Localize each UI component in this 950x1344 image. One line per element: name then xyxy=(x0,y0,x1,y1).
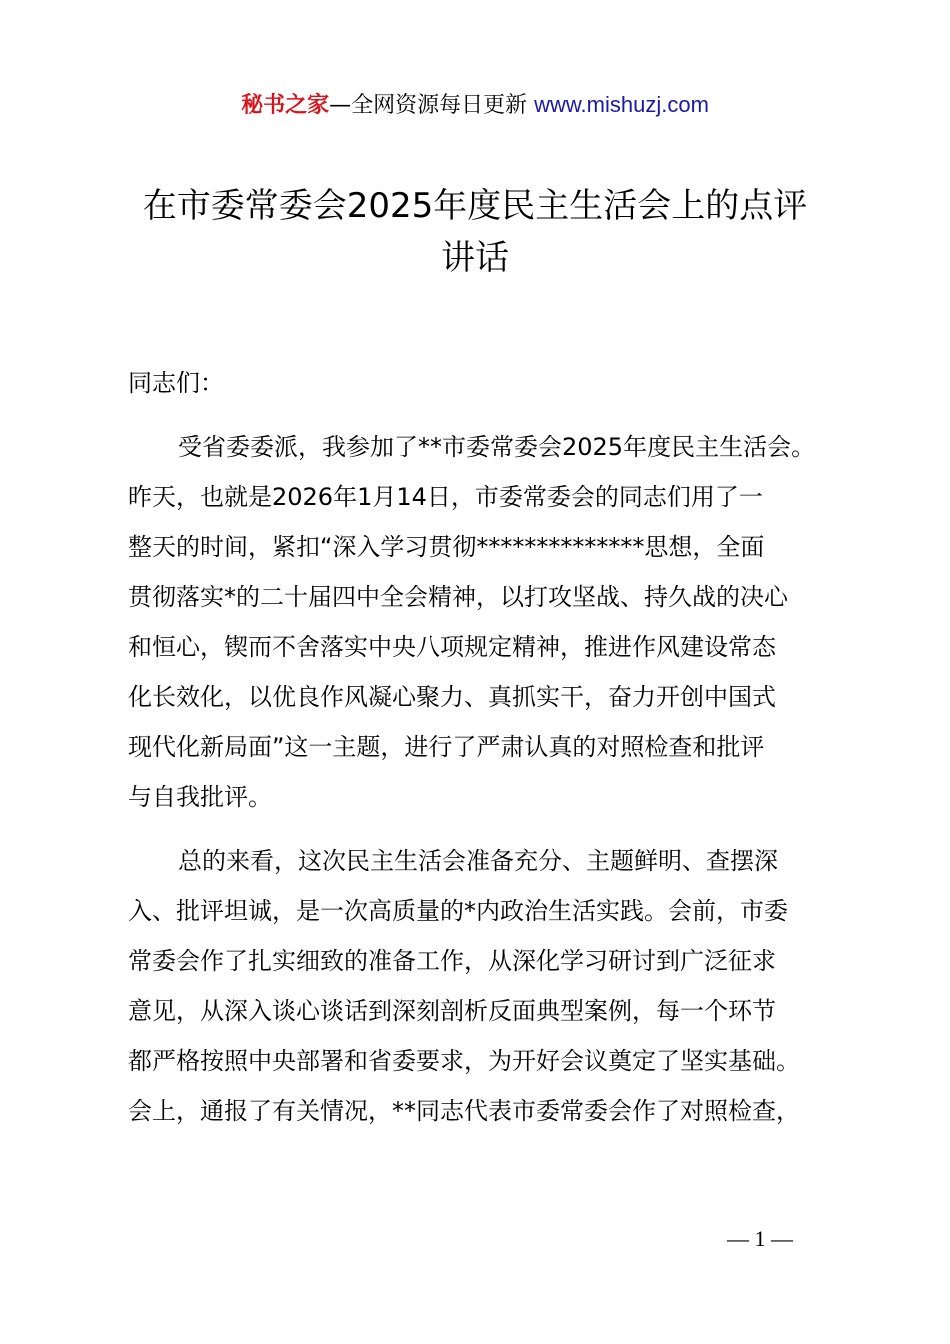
site-brand: 秘书之家 xyxy=(241,93,330,118)
document-title xyxy=(100,180,850,284)
paragraph-line: 和恒心，锲而不舍落实中央八项规定精神，推进作风建设常态 xyxy=(128,633,776,661)
document-body xyxy=(128,358,838,1136)
paragraph-line: 与自我批评。 xyxy=(128,783,272,811)
paragraph-gap xyxy=(128,408,838,422)
paragraph-line: 整天的时间，紧扣“深入学习贯彻**************思想，全面 xyxy=(128,533,765,561)
paragraph-line: 昨天，也就是2026年1月14日，市委常委会的同志们用了一 xyxy=(128,483,763,511)
paragraph-line: 现代化新局面”这一主题，进行了严肃认真的对照检查和批评 xyxy=(128,733,765,761)
paragraph-line: 贯彻落实*的二十届四中全会精神，以打攻坚战、持久战的决心 xyxy=(128,583,788,611)
paragraph-2 xyxy=(128,836,838,1136)
paragraph-line: 受省委委派，我参加了**市委常委会2025年度民主生活会。 xyxy=(178,433,816,461)
paragraph-line: 会上，通报了有关情况，**同志代表市委常委会作了对照检查， xyxy=(128,1097,800,1125)
paragraph-line: 化长效化，以优良作风凝心聚力、真抓实干，奋力开创中国式 xyxy=(128,683,776,711)
site-url-link[interactable]: www.mishuzj.com xyxy=(534,92,709,117)
paragraph-line: 入、批评坦诚，是一次高质量的*内政治生活实践。会前，市委 xyxy=(128,897,788,925)
title-line: 在市委常委会2025年度民主生活会上的点评 xyxy=(142,186,808,226)
page-number: — 1 — xyxy=(727,1226,793,1251)
paragraph-gap xyxy=(128,822,838,836)
site-tagline: —全网资源每日更新 xyxy=(329,93,528,118)
paragraph-1 xyxy=(128,422,838,822)
paragraph-line: 意见，从深入谈心谈话到深刻剖析反面典型案例，每一个环节 xyxy=(128,997,776,1025)
paragraph-line: 都严格按照中央部署和省委要求，为开好会议奠定了坚实基础。 xyxy=(128,1047,800,1075)
paragraph-line: 总的来看，这次民主生活会准备充分、主题鲜明、查摆深 xyxy=(178,847,778,875)
title-line: 讲话 xyxy=(441,238,509,278)
paragraph-line: 常委会作了扎实细致的准备工作，从深化学习研讨到广泛征求 xyxy=(128,947,776,975)
site-header xyxy=(0,88,950,123)
salutation: 同志们： xyxy=(128,369,224,397)
